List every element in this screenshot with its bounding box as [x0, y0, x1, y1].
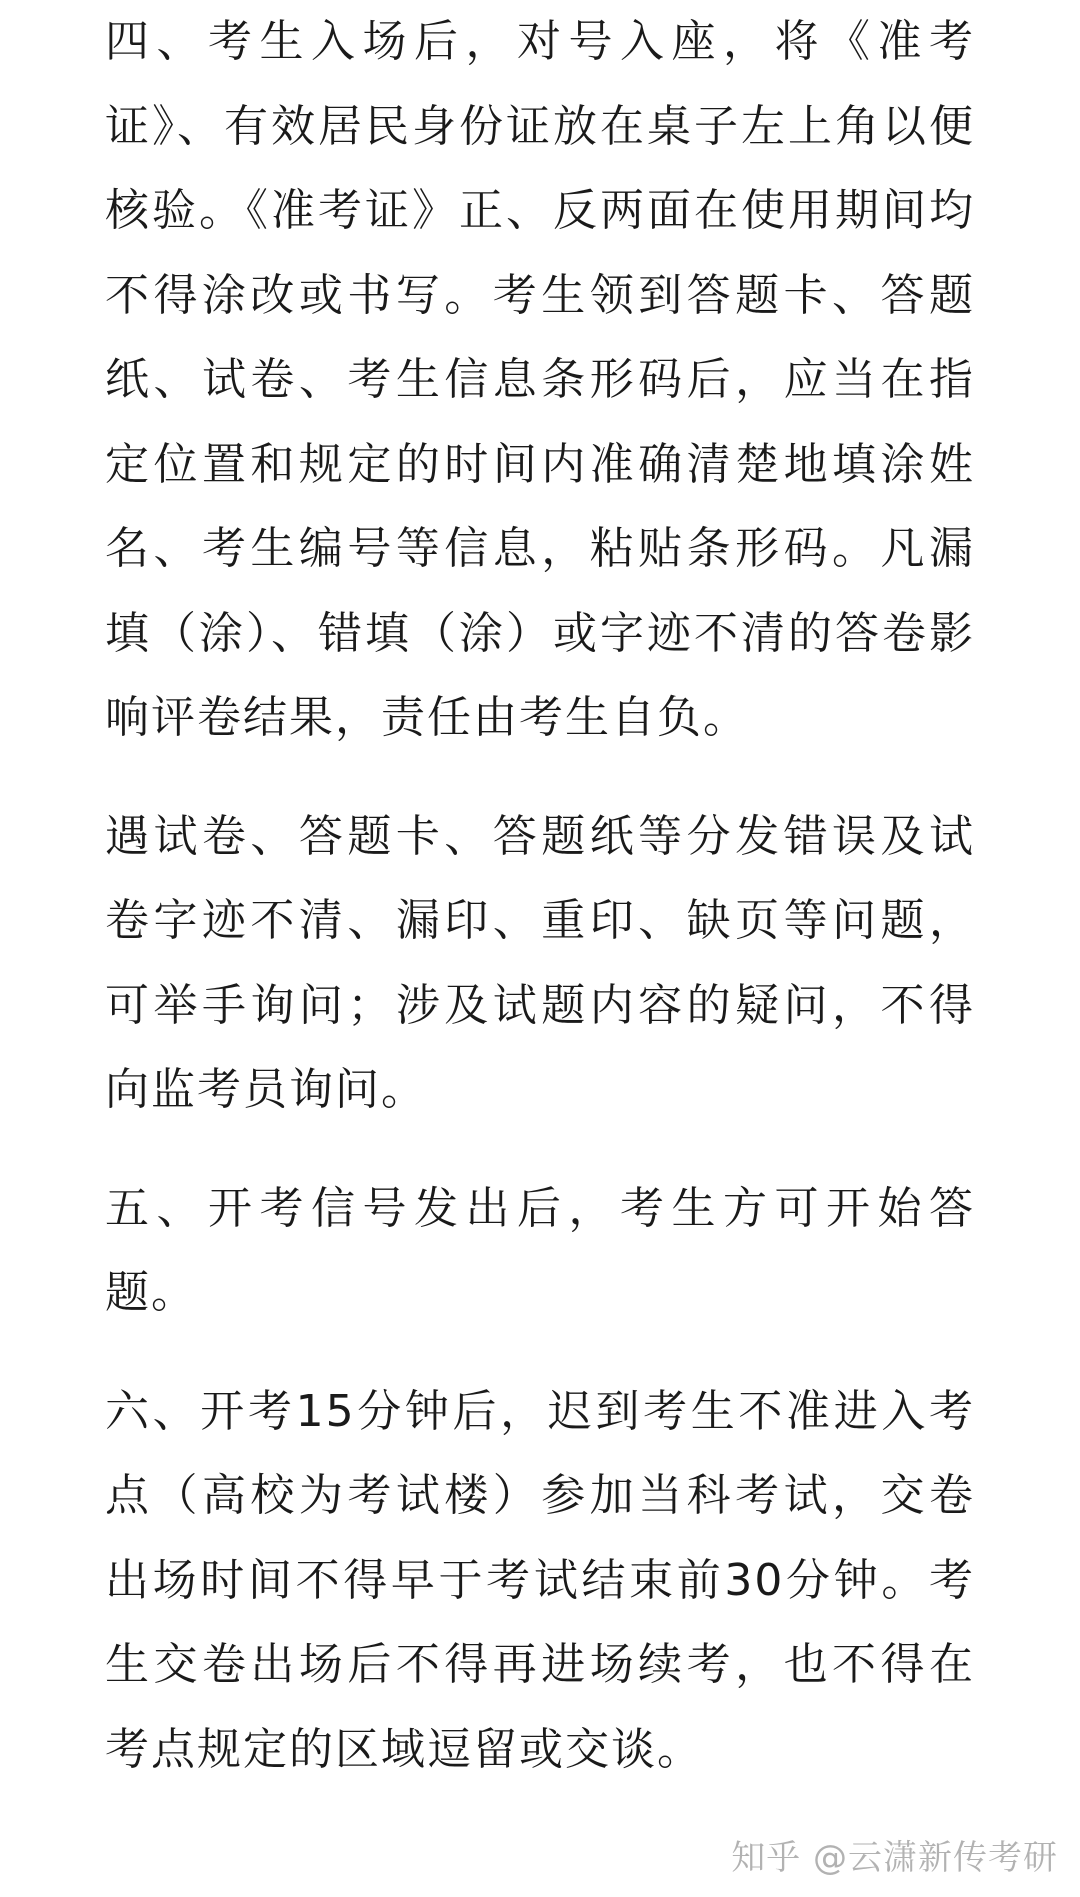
paragraph-rule-5: 五、开考信号发出后，考生方可开始答题。 [105, 1182, 975, 1318]
article-body [105, 0, 975, 1792]
paragraph-rule-4: 四、考生入场后，对号入座，将《准考证》、有效居民身份证放在桌子左上角以便核验。《准考证》正、反两面在使用期间均不得涂改或书写。考生领到答题卡、答题纸、试卷、考生信息条形码后，应当在指定位置和规定的时间内准确清楚地填涂姓名、考生编号等信息，粘贴条形码。凡漏填（涂）、错填（涂）或字迹不清的答卷影响评卷结果，责任由考生自负。 [105, 16, 975, 743]
zhihu-watermark: 知乎 @云潇新传考研 [731, 1838, 1058, 1878]
paragraph-rule-6: 六、开考15分钟后，迟到考生不准进入考点（高校为考试楼）参加当科考试，交卷出场时间不得早于考试结束前30分钟。考生交卷出场后不得再进场续考，也不得在考点规定的区域逗留或交谈。 [105, 1385, 975, 1775]
paragraph-paper-errors: 遇试卷、答题卡、答题纸等分发错误及试卷字迹不清、漏印、重印、缺页等问题，可举手询问；涉及试题内容的疑问，不得向监考员询问。 [105, 810, 975, 1115]
